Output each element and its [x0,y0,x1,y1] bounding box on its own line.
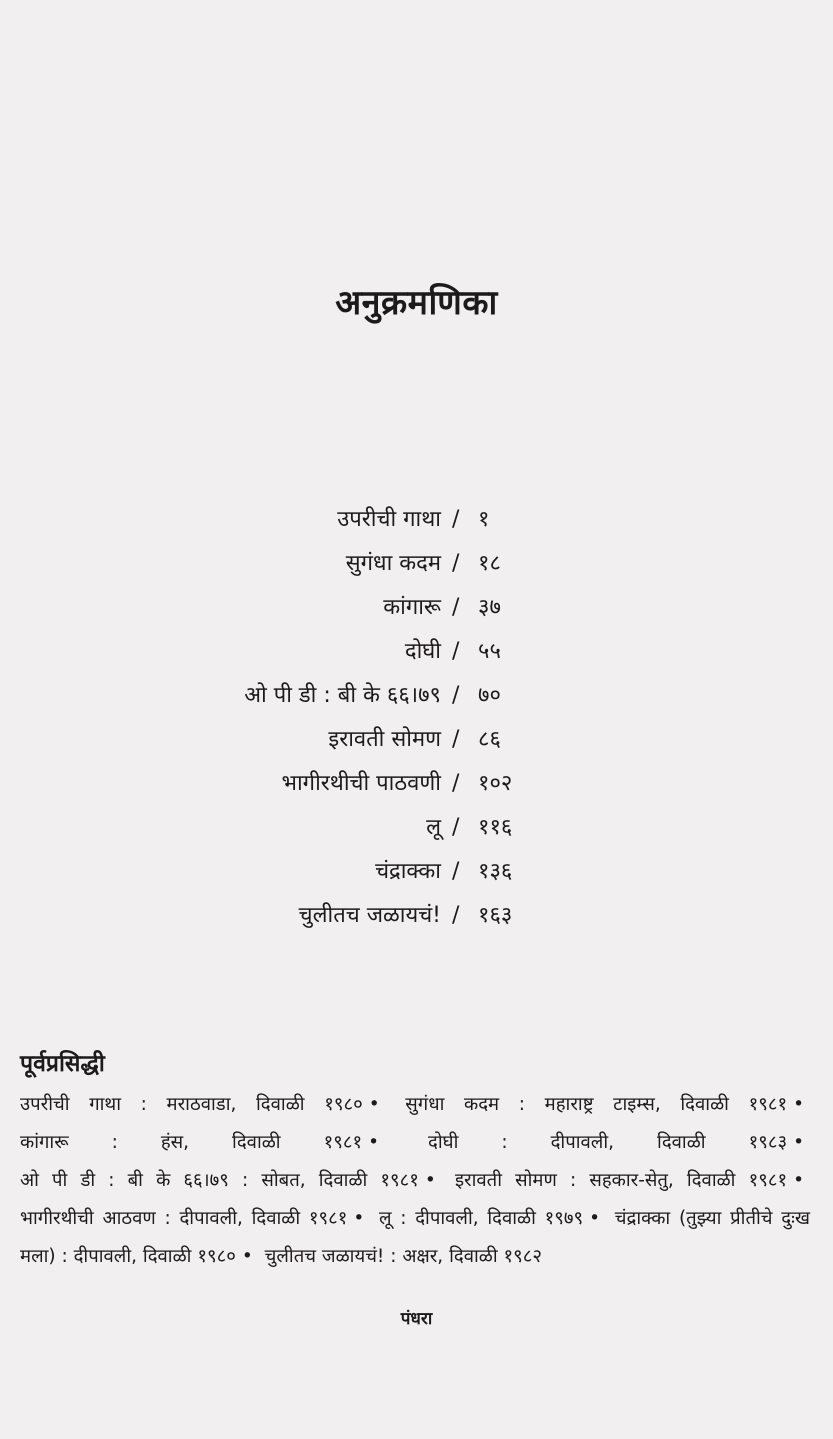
toc-separator: / [452,595,460,620]
toc-separator: / [452,507,460,532]
toc-entry-page: १०२ [478,771,513,796]
publication-entry: ओ पी डी : बी के ६६।७९ : सोबत, दिवाळी १९८१ [20,1170,419,1191]
publication-entry: उपरीची गाथा : मराठवाडा, दिवाळी १९८० [20,1094,363,1115]
publication-entry: सुगंधा कदम : महाराष्ट्र टाइम्स, दिवाळी १९८१ [405,1094,788,1115]
toc-entry [0,808,833,848]
page-title: अनुक्रमणिका [335,283,498,323]
toc-entry [0,764,833,804]
toc-entry-page: १३६ [478,859,513,884]
bullet-separator: • [353,1208,365,1229]
toc-separator: / [452,551,460,576]
toc-entry-page: ८६ [478,727,501,752]
toc-entry-page: १६३ [478,903,513,928]
bullet-separator: • [241,1246,253,1267]
bullet-separator: • [368,1132,379,1153]
toc-entry [0,632,833,672]
publication-entry: चंद्राक्का (तुझ्या प्रीतीचे दुःख मला) : दीपावली, दिवाळी १९८० [20,1208,810,1267]
toc-separator: / [452,859,460,884]
toc-entry [0,544,833,584]
publication-entry: चुलीतच जळायचं! : अक्षर, दिवाळी १९८२ [264,1246,542,1267]
publication-entry: दोघी : दीपावली, दिवाळी १९८३ [428,1132,788,1153]
toc-entry [0,720,833,760]
toc-entry-page: ११६ [478,815,513,840]
toc-entry-title: चुलीतच जळायचं! [298,903,441,928]
toc-entry-title: उपरीची गाथा [337,507,441,532]
toc-entry-title: कांगारू [383,595,441,620]
toc-separator: / [452,815,460,840]
toc-entry-title: सुगंधा कदम [345,551,441,576]
toc-entry-page: ५५ [478,639,501,664]
toc-entry-title: इरावती सोमण [328,727,441,752]
prior-publication-heading: पूर्वप्रसिद्धी [20,1051,105,1077]
publication-entry: भागीरथीची आठवण : दीपावली, दिवाळी १९८१ [20,1208,348,1229]
toc-entry [0,588,833,628]
toc-separator: / [452,727,460,752]
toc-entry-title: चंद्राक्का [375,859,441,884]
bullet-separator: • [424,1170,436,1191]
toc-separator: / [452,771,460,796]
toc-separator: / [452,683,460,708]
toc-separator: / [452,903,460,928]
bullet-separator: • [368,1094,380,1115]
toc-entry [0,896,833,936]
toc-entry [0,852,833,892]
publication-entry: लू : दीपावली, दिवाळी १९७९ [379,1208,584,1229]
publication-entry: कांगारू : हंस, दिवाळी १९८१ [20,1132,363,1153]
bullet-separator: • [793,1094,804,1115]
page-number: पंधरा [400,1309,433,1329]
toc-entry-page: ७० [478,683,501,708]
toc-entry-title: दोघी [404,639,441,664]
toc-separator: / [452,639,460,664]
toc-entry-title: भागीरथीची पाठवणी [281,771,441,796]
toc-entry-title: ओ पी डी : बी के ६६।७९ [244,683,441,708]
toc-entry [0,676,833,716]
toc-entry [0,500,833,540]
bullet-separator: • [793,1170,804,1191]
publication-entry: इरावती सोमण : सहकार-सेतु, दिवाळी १९८१ [454,1170,788,1191]
bullet-separator: • [793,1132,804,1153]
toc-entry-title: लू [426,815,441,840]
toc-entry-page: १८ [478,551,501,576]
toc-entry-page: १ [478,507,490,532]
toc-entry-page: ३७ [478,595,501,620]
bullet-separator: • [589,1208,601,1229]
prior-publication-list [20,1086,810,1276]
